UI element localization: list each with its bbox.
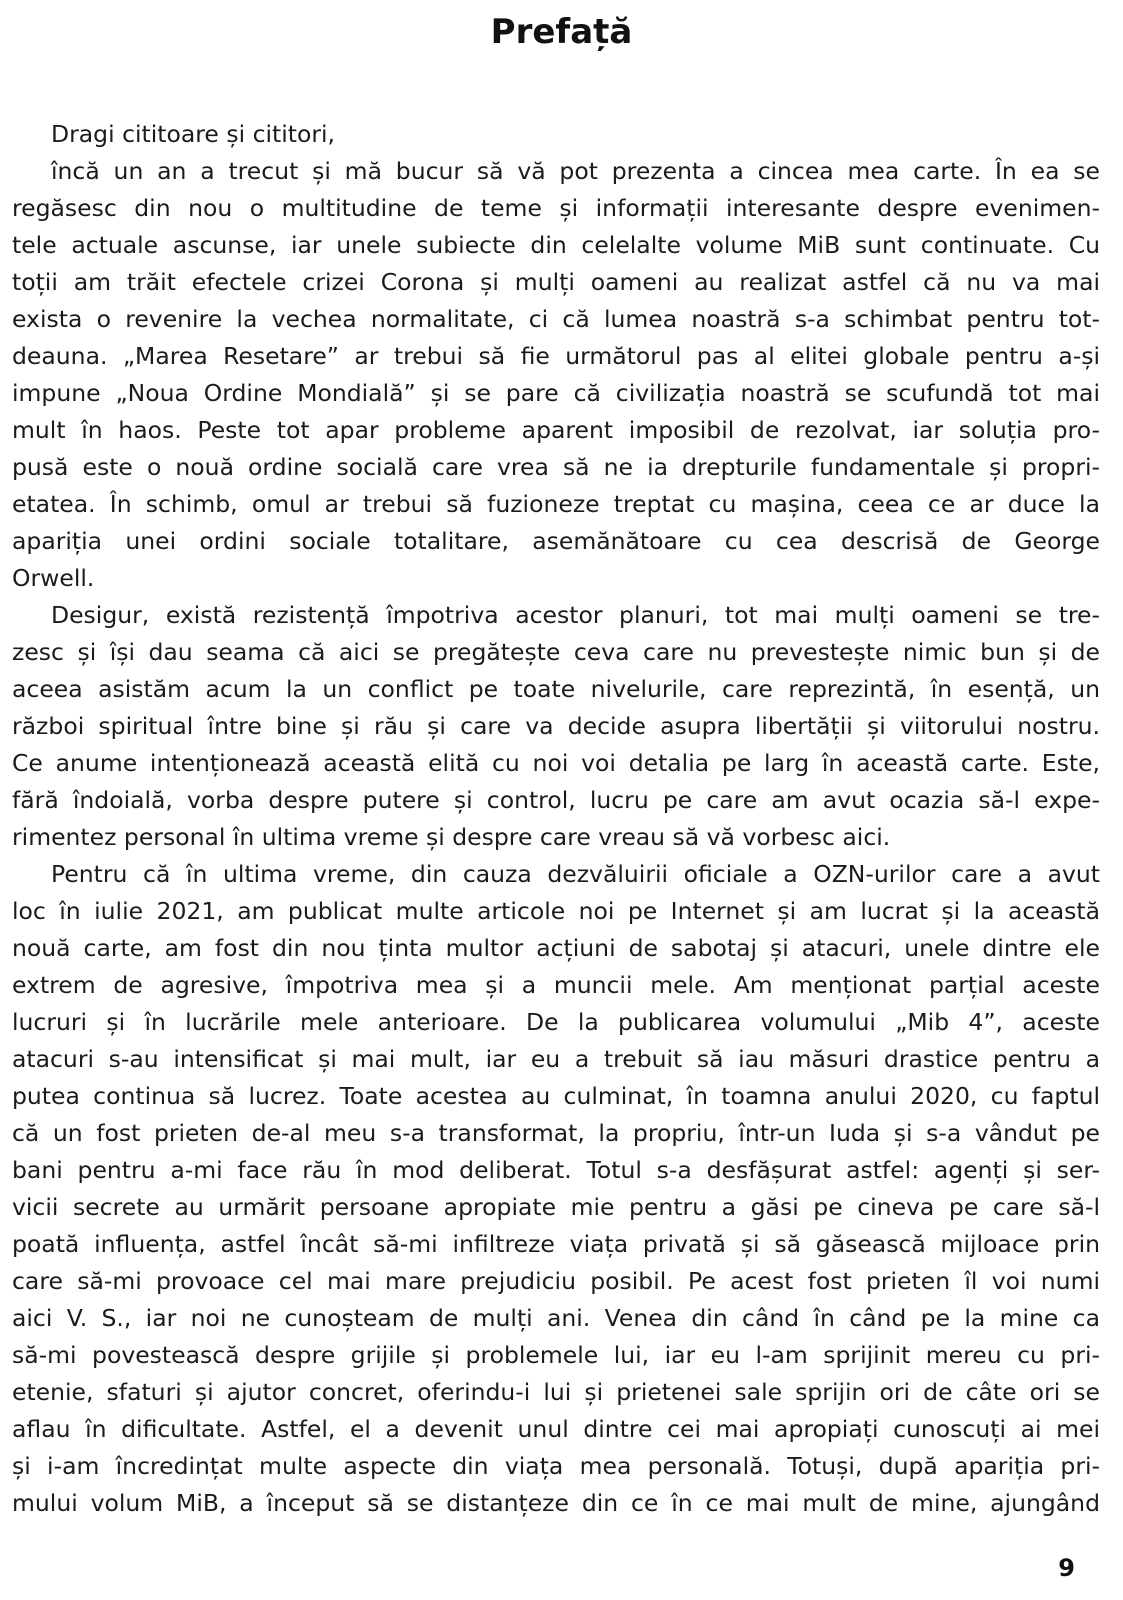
text-line: etatea. În schimb, omul ar trebui să fuzioneze treptat cu mașina, ceea ce ar duce la [12, 490, 1100, 518]
text-line: deauna. „Marea Resetare” ar trebui să fie următorul pas al elitei globale pentru a-și [12, 342, 1100, 370]
text-line: tele actuale ascunse, iar unele subiecte din celelalte volume MiB sunt continuate. Cu [12, 231, 1100, 259]
text-line: putea continua să lucrez. Toate acestea au culminat, în toamna anului 2020, cu faptul [12, 1082, 1100, 1110]
text-line: apariția unei ordini sociale totalitare, asemănătoare cu cea descrisă de George [12, 527, 1100, 555]
text-line: încă un an a trecut și mă bucur să vă pot prezenta a cincea mea carte. În ea se [51, 157, 1100, 185]
text-line: extrem de agresive, împotriva mea și a muncii mele. Am menționat parțial aceste [12, 971, 1100, 999]
text-line: aici V. S., iar noi ne cunoșteam de mulți ani. Venea din când în când pe la mine ca [12, 1304, 1100, 1332]
text-line: vicii secrete au urmărit persoane apropiate mie pentru a găsi pe cineva pe care să-l [12, 1193, 1100, 1221]
text-line: poată influența, astfel încât să-mi infiltreze viața privată și să găsească mijloace prin [12, 1230, 1100, 1258]
text-line: război spiritual între bine și rău și care va decide asupra libertății și viitorului nostru. [12, 712, 1100, 740]
text-line: exista o revenire la vechea normalitate, ci că lumea noastră s-a schimbat pentru tot- [12, 305, 1100, 333]
text-line: că un fost prieten de-al meu s-a transformat, la propriu, într-un Iuda și s-a vândut pe [12, 1119, 1100, 1147]
text-line: Orwell. [12, 564, 95, 592]
page-title: Prefață [490, 12, 633, 52]
text-line: Desigur, există rezistență împotriva acestor planuri, tot mai mulți oameni se tre- [51, 601, 1100, 629]
text-line: nouă carte, am fost din nou ținta multor acțiuni de sabotaj și atacuri, unele dintre ele [12, 934, 1100, 962]
text-line: mului volum MiB, a început să se distanțeze din ce în ce mai mult de mine, ajungând [12, 1489, 1100, 1517]
text-line: etenie, sfaturi și ajutor concret, oferindu-i lui și prietenei sale sprijin ori de câte ori se [12, 1378, 1100, 1406]
text-line: aceea asistăm acum la un conflict pe toate nivelurile, care reprezintă, în esență, un [12, 675, 1100, 703]
text-line: pusă este o nouă ordine socială care vrea să ne ia drepturile fundamentale și propri- [12, 453, 1100, 481]
text-line: aflau în dificultate. Astfel, el a devenit unul dintre cei mai apropiați cunoscuți ai mei [12, 1415, 1100, 1443]
page-number: 9 [1058, 1554, 1075, 1582]
text-line: care să-mi provoace cel mai mare prejudiciu posibil. Pe acest fost prieten îl voi numi [12, 1267, 1100, 1295]
text-line: rimentez personal în ultima vreme și despre care vreau să vă vorbesc aici. [12, 823, 891, 851]
text-line: Dragi cititoare și cititori, [51, 120, 336, 148]
text-line: și i-am încredințat multe aspecte din viața mea personală. Totuși, după apariția pri- [12, 1452, 1100, 1480]
text-line: să-mi povestească despre grijile și problemele lui, iar eu l-am sprijinit mereu cu pri- [12, 1341, 1100, 1369]
text-line: zesc și își dau seama că aici se pregătește ceva care nu prevestește nimic bun și de [12, 638, 1100, 666]
preface-body [12, 116, 1100, 1522]
text-line: mult în haos. Peste tot apar probleme aparent imposibil de rezolvat, iar soluția pro- [12, 416, 1100, 444]
text-line: loc în iulie 2021, am publicat multe articole noi pe Internet și am lucrat și la această [12, 897, 1100, 925]
text-line: Ce anume intenționează această elită cu noi voi detalia pe larg în această carte. Este, [12, 749, 1100, 777]
text-line: Pentru că în ultima vreme, din cauza dezvăluirii oficiale a OZN-urilor care a avut [51, 860, 1100, 888]
text-line: lucruri și în lucrările mele anterioare. De la publicarea volumului „Mib 4”, aceste [12, 1008, 1100, 1036]
text-line: impune „Noua Ordine Mondială” și se pare că civilizația noastră se scufundă tot mai [12, 379, 1100, 407]
text-line: fără îndoială, vorba despre putere și control, lucru pe care am avut ocazia să-l expe- [12, 786, 1100, 814]
text-line: atacuri s-au intensificat și mai mult, iar eu a trebuit să iau măsuri drastice pentru a [12, 1045, 1100, 1073]
text-line: bani pentru a-mi face rău în mod deliberat. Totul s-a desfășurat astfel: agenți și ser- [12, 1156, 1100, 1184]
text-line: toții am trăit efectele crizei Corona și mulți oameni au realizat astfel că nu va mai [12, 268, 1100, 296]
text-line: regăsesc din nou o multitudine de teme și informații interesante despre evenimen- [12, 194, 1100, 222]
